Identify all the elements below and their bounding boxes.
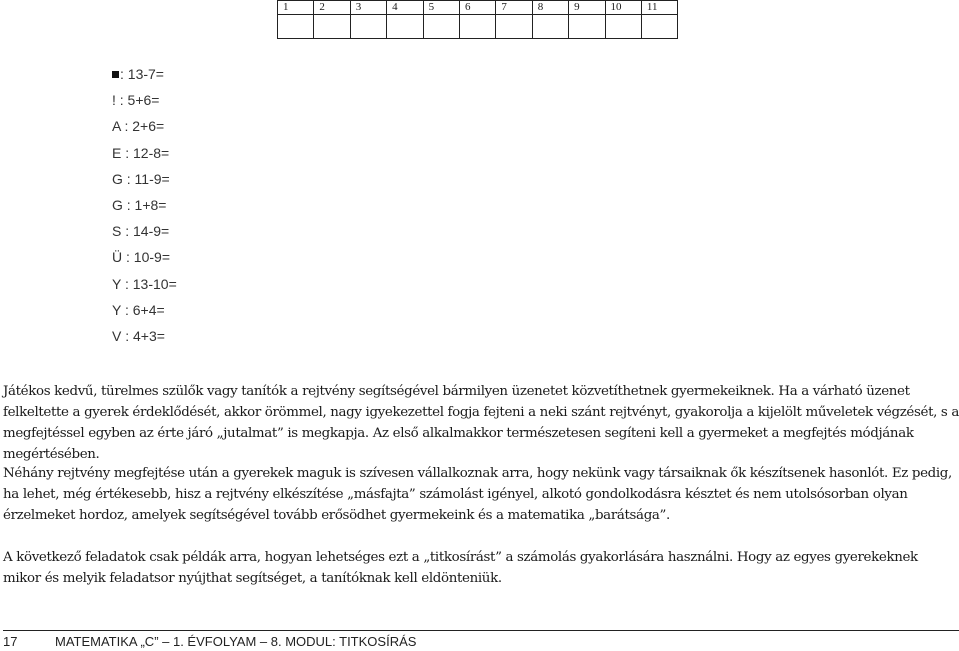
equation-symbol: G [112,196,123,213]
answer-grid-blank-row [278,15,678,39]
answer-cell [459,15,495,39]
answer-cell [496,15,532,39]
equation-expression: : 11-9= [122,170,170,187]
answer-grid-number: 11 [641,1,677,15]
equation-expression: : 4+3= [121,327,165,344]
equation-symbol: G [112,170,123,187]
equation-expression: : 13-10= [121,275,177,292]
answer-grid-number: 8 [532,1,568,15]
equation-item [112,169,177,195]
equation-symbol: Ü [112,249,123,266]
equation-item [112,247,177,273]
equation-item [112,116,177,142]
answer-cell [605,15,641,39]
equation-expression: : 10-9= [122,249,170,266]
answer-grid-number: 1 [278,1,314,15]
equation-symbol: S [112,223,122,240]
answer-grid-number: 7 [496,1,532,15]
answer-cell [532,15,568,39]
equation-expression: : 6+4= [121,301,165,318]
answer-cell [350,15,386,39]
black-square-icon [112,71,119,78]
answer-grid-number-row [278,1,678,15]
answer-grid-number: 3 [350,1,386,15]
equation-expression: : 12-8= [121,144,170,161]
equation-symbol: Y [112,275,122,292]
answer-grid-number: 9 [569,1,605,15]
equation-item [112,221,177,247]
equation-expression: : 5+6= [115,92,160,109]
equation-item [112,274,177,300]
equation-symbol: V [112,327,122,344]
answer-grid-number: 6 [459,1,495,15]
answer-grid-number: 2 [314,1,350,15]
answer-grid-number: 10 [605,1,641,15]
answer-cell [569,15,605,39]
equation-symbol: E [112,144,122,161]
equation-expression: : 13-7= [120,66,164,82]
equation-expression: : 14-9= [121,223,170,240]
equation-list [112,64,177,352]
answer-cell [278,15,314,39]
equation-expression: : 2+6= [120,118,165,135]
answer-cell [387,15,423,39]
equation-item [112,326,177,352]
equation-item [112,195,177,221]
answer-grid [277,0,678,39]
answer-grid-number: 4 [387,1,423,15]
answer-cell [641,15,677,39]
equation-item [112,64,177,90]
intro-paragraph: Játékos kedvű, türelmes szülők vagy tanítók a rejtvény segítségével bármilyen üzenetet közvetíthetnek gyermekeiknek. Ha a várható üzenet felkeltette a gyerek érdeklődését, akkor örömmel, nagy igyekezettel fogja fejteni a neki szánt rejtvényt, gyakorolja a kijelölt műveletek végzését, s a megfejtéssel egyben az érte járó „jutalmat” is megkapja. Az első alkalmakkor természetesen segíteni kell a gyermeket a megfejtés módjának megértésében. [3,384,959,462]
equation-symbol: Y [112,301,122,318]
page-footer [3,634,416,649]
equation-symbol: A [112,118,121,135]
page-number: 17 [3,634,18,649]
equation-item [112,143,177,169]
second-paragraph: Néhány rejtvény megfejtése után a gyerekek maguk is szívesen vállalkoznak arra, hogy nekünk vagy társaiknak ők készítsenek hasonlót. Ez pedig, ha lehet, még értékesebb, hisz a rejtvény elkészítése „másfajta” számolást igényel, alkotó gondolkodásra késztet és nem utolsósorban olyan érzelmeket hordoz, amelyek segítségével tovább erősödhet gyermekeink és a matematika „barátsága”. [3,466,952,523]
answer-grid-number: 5 [423,1,459,15]
equation-item [112,90,177,116]
answer-cell [314,15,350,39]
footer-divider [3,630,959,631]
running-title: MATEMATIKA „C” – 1. ÉVFOLYAM – 8. MODUL: TITKOSÍRÁS [55,634,417,649]
equation-symbol: ! [112,92,116,109]
equation-item [112,300,177,326]
third-paragraph: A következő feladatok csak példák arra, hogyan lehetséges ezt a „titkosírást” a számolás gyakorlására használni. Hogy az egyes gyerekeknek mikor és melyik feladatsor nyújthat segítséget, a tanítóknak kell eldönteniük. [3,550,918,586]
equation-expression: : 1+8= [122,196,167,213]
answer-cell [423,15,459,39]
